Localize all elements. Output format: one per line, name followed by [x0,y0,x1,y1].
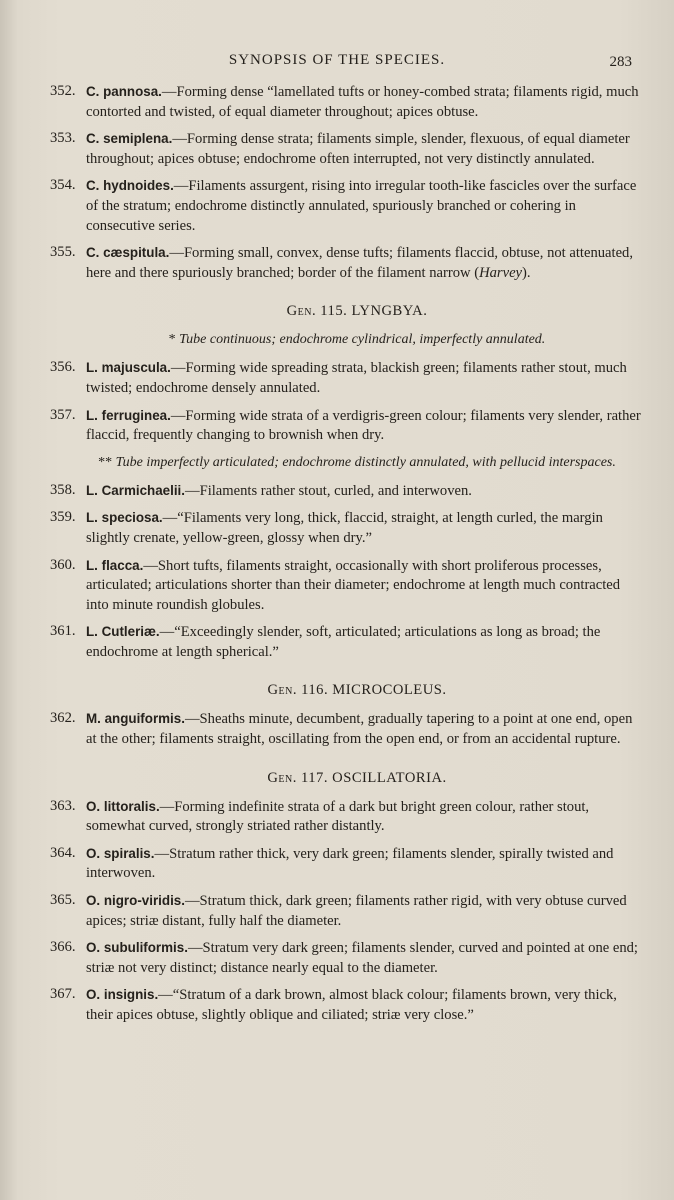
species-name: O. spiralis. [86,845,155,861]
species-entry [50,556,644,616]
species-number: 364. [50,844,76,861]
species-description: —“Filaments very long, thick, flaccid, straight, at length curled, the margin slightly crenate, yellow-green, glossy when dry.” [86,510,603,546]
species-name: L. majuscula. [86,360,171,376]
genus-number: Gen. 116. [267,682,329,699]
species-text [86,893,627,929]
species-name: C. cæspitula. [86,245,170,261]
species-description: —Forming indefinite strata of a dark but bright green colour, rather stout, somewhat curved, strongly striated rather distantly. [86,798,590,835]
species-name: C. semiplena. [86,131,173,147]
species-entry [50,622,644,662]
species-name: O. insignis. [86,987,159,1003]
genus-heading [50,770,644,787]
species-description: —“Exceedingly slender, soft, articulated; articulations as long as broad; the endochrome at length spherical.” [86,624,601,660]
species-entry [50,129,644,169]
species-description: —“Stratum of a dark brown, almost black colour; filaments brown, very thick, their apices obtuse, slightly oblique and ciliated; striæ very close.” [86,987,617,1023]
species-text [86,711,632,747]
species-number: 365. [50,892,76,909]
species-name: L. flacca. [86,557,144,573]
genus-name: LYNGBYA. [351,303,428,320]
species-entry [50,938,644,978]
species-number: 354. [50,177,76,194]
species-description: —Forming wide spreading strata, blackish green; filaments rather stout, much twisted; endochrome densely annulated. [86,360,627,396]
species-entry [50,82,644,122]
genus-name: MICROCOLEUS. [332,682,447,699]
species-description: —Sheaths minute, decumbent, gradually tapering to a point at one end, open at the other; filaments straight, oscillating from the open end, or from an accidental rupture. [86,711,633,748]
species-name: C. hydnoides. [86,178,174,194]
species-text [86,510,603,546]
species-description: —Stratum very dark green; filaments slender, curved and pointed at one end; striæ not very distinct; distance nearly equal to the diameter. [86,940,638,976]
species-entry [50,508,644,548]
species-text [86,84,639,120]
subsection-marker: ** [98,454,113,470]
species-description: —Short tufts, filaments straight, occasionally with short proliferous processes, articulated; articulations shorter than their diameter; endochrome at length much contracted into minute roundish globules. [86,557,621,613]
species-name: C. pannosa. [86,84,162,99]
species-text [86,131,630,167]
species-number: 359. [50,509,76,526]
species-description: —Filaments rather stout, curled, and interwoven. [184,482,472,499]
genus-name: OSCILLATORIA. [332,769,447,786]
species-number: 366. [50,939,76,956]
species-number: 362. [50,710,76,727]
species-description: —Forming wide strata of a verdigris-green colour; filaments very slender, rather flaccid, frequently changing to brownish when dry. [86,407,641,444]
species-description: —Filaments assurgent, rising into irregular tooth-like fascicles over the surface of the stratum; endochrome distinctly annulated, spuriously branched or cohering in consecutive series. [86,178,637,234]
species-name: O. subuliformis. [86,940,188,956]
species-name: L. speciosa. [86,510,163,526]
species-number: 363. [50,797,76,814]
species-number: 357. [50,406,76,423]
species-text [86,846,613,882]
species-entry [50,709,644,749]
species-number: 353. [50,130,76,147]
species-name: M. anguiformis. [86,711,185,727]
species-text [86,408,641,444]
species-text [86,624,600,660]
species-number: 355. [50,244,76,261]
species-description: —Forming dense strata; filaments simple, slender, flexuous, of equal diameter throughout; apices obtuse; endochrome often interrupted, not very distinctly annulated. [86,131,630,167]
genus-heading [50,303,644,320]
species-number: 367. [50,986,76,1003]
species-entry [50,985,644,1025]
page-number: 283 [609,54,632,70]
species-name: O. nigro-viridis. [86,893,185,909]
subsection-text: Tube continuous; endochrome cylindrical, imperfectly annulated. [179,332,546,348]
species-number: 358. [50,481,76,498]
subsection-marker: * [168,332,176,348]
species-text [86,360,627,396]
species-entry [50,358,644,398]
species-text [86,245,633,281]
species-number: 356. [50,359,76,376]
species-description: —Stratum thick, dark green; filaments rather rigid, with very obtuse curved apices; striæ distant, fully half the diameter. [86,893,627,929]
species-entry [50,406,644,446]
species-description: —Stratum rather thick, very dark green; filaments slender, spirally twisted and interwoven. [86,845,614,882]
running-title: SYNOPSIS OF THE SPECIES. [228,52,446,68]
species-text [86,178,636,233]
species-entry [50,481,644,502]
species-name: O. littoralis. [86,798,160,814]
species-entry [50,797,644,837]
species-number: 360. [50,556,76,573]
species-entry [50,176,644,236]
species-text [86,558,620,613]
species-entry [50,891,644,931]
species-description: —Forming dense “lamellated tufts or honey-combed strata; filaments rigid, much contorted and twisted, of equal diameter throughout; apices obtuse. [86,84,639,120]
species-number: 361. [50,623,76,640]
subsection-text: Tube imperfectly articulated; endochrome distinctly annulated, with pellucid interspaces. [115,454,616,470]
subsection-heading [50,453,644,472]
genus-heading [50,682,644,699]
species-text [86,940,638,976]
species-text [86,987,617,1023]
species-text [86,483,472,499]
subsection-heading [50,330,644,349]
species-synopsis [50,82,644,1033]
page-header [0,52,674,74]
species-entry [50,844,644,884]
species-text [86,799,589,835]
species-name: L. Carmichaelii. [86,482,185,498]
genus-number: Gen. 115. [286,303,348,320]
species-name: L. ferruginea. [86,407,171,423]
species-entry [50,243,644,283]
species-number: 352. [50,83,76,99]
species-description: —Forming small, convex, dense tufts; filaments flaccid, obtuse, not attenuated, here and there spuriously branched; border of the filament narrow (Harvey). [86,245,633,281]
genus-number: Gen. 117. [267,769,329,786]
species-name: L. Cutleriæ. [86,624,160,640]
